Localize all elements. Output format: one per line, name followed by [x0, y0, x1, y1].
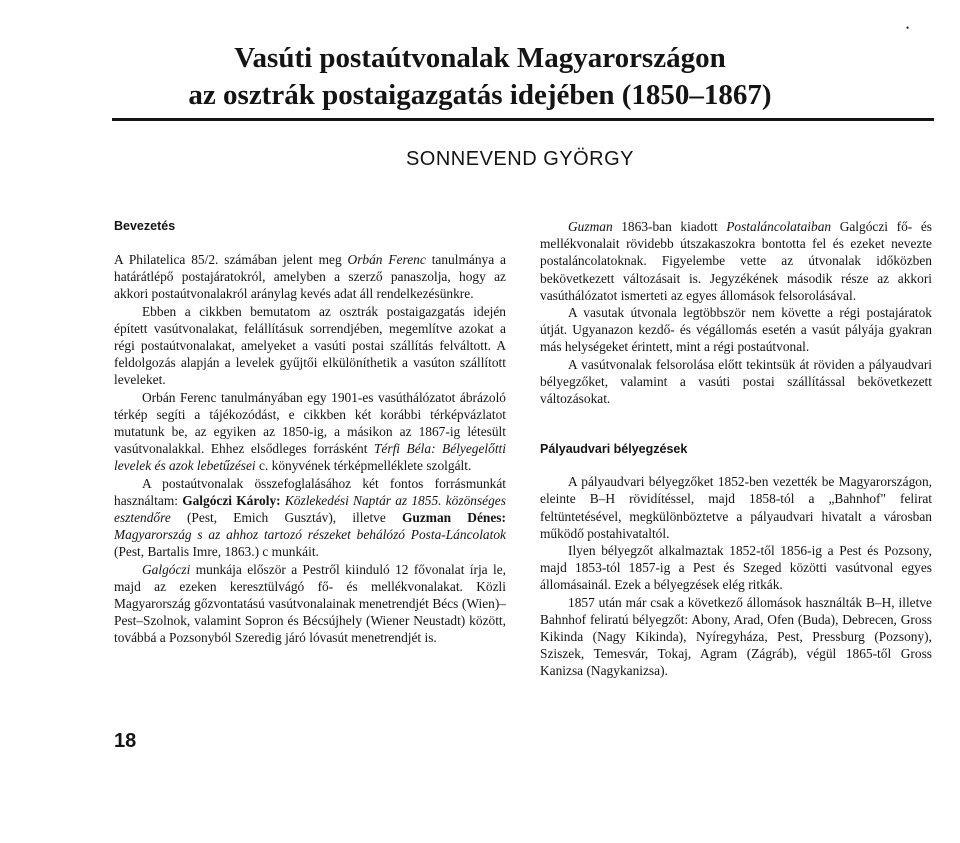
- article-title: [0, 40, 960, 114]
- work-title-italic: Postaláncolataiban: [726, 219, 832, 234]
- author-name-italic: Orbán Ferenc: [347, 252, 426, 267]
- title-line-1: Vasúti postaútvonalak Magyarországon: [234, 42, 726, 74]
- paragraph-postmarks-usage: Ilyen bélyegzőt alkalmaztak 1852-től 1856-ig a Pest és Pozsony, majd 1853-tól 1857-ig a Pest és Szeged közötti vasútvonal egyes állomásainál. Ezek a bélyegzések elég ritkák.: [540, 543, 932, 593]
- section-heading-station-postmarks: Pályaudvari bélyegzések: [540, 442, 688, 457]
- text-run: munkája először a Pestről kiinduló 12 fővonalat írja le, majd az ezeken keresztülvágó fő- és mellékvonalakat. Közli Magyarország gőzvontatású vasútvonalainak menetrendjét Bécs (Wien)–Pest–Szolnok, valamint Sopron és Bécsújhely (Wiener Neustadt) között, továbbá a Pozsonyból Szeredig járó lóvasút menetrendjét is.: [114, 561, 506, 646]
- paragraph-intro: [114, 251, 506, 303]
- text-run: Orbán Ferenc tanulmányában egy 1901-es vasúthálózatot ábrázoló térkép segíti a tájékozódást, e cikkben két korábbi térképvázlatot mutatunk be, az egyiken az 1850-ig, a másikon az 1867-ig létesült vasútvonalakkal. Ehhez elsődleges forrásként: [114, 389, 506, 457]
- paragraph-routes: A vasutak útvonala legtöbbször nem követte a régi postajáratok útját. Ugyanazon kezdő- és végállomás esetén a vasút pályája gyakran más helységeket érintett, mint a régi postaútvonal.: [540, 305, 932, 355]
- paragraph-guzman: [540, 218, 932, 304]
- source-title-italic: Magyarország s az ahhoz tartozó részeket behálózó Posta-Láncolatok: [114, 527, 506, 543]
- source-author-bold: Guzman Dénes:: [402, 510, 506, 526]
- paragraph-overview: A vasútvonalak felsorolása előtt tekintsük át röviden a pályaudvari bélyegzőket, valamint a vasúti postai szállítással bekövetkezett változásokat.: [540, 356, 932, 407]
- paragraph-postmarks-intro: A pályaudvari bélyegzőket 1852-ben vezették be Magyarországon, eleinte B–H rövidítéssel, majd 1858-tól a „Bahnhof" felirat feltüntetésével, megkülönböztetve a pályaudvari hivatalt a városban működő postahivataltól.: [540, 474, 932, 541]
- text-run: tanulmánya a határátlépő postajáratokról, amelyben a szerző panaszolja, hogy az akkori postaútvonalakról aránylag kevés adat áll rendelkezésünkre.: [114, 252, 507, 302]
- text-run: Galgóczi fő- és mellékvonalait rövidebb útszakaszokra bontotta fel és ezeket nevezte postaláncolatoknak. Figyelembe vette az útvonalak időközben bekövetkezett változásait is. Jegyzékének második része az akkori vasúthálózatot ismerteti az egyes állomások felsorolásával.: [540, 219, 932, 303]
- text-run: (Pest, Bartalis Imre, 1863.) c munkáit.: [114, 544, 319, 560]
- paragraph-sources: [114, 475, 506, 561]
- text-run: A postaútvonalak összefoglalásához két fontos forrásmunkát használtam:: [114, 475, 506, 508]
- title-line-2: az osztrák postaigazgatás idejében (1850–1867): [188, 79, 772, 111]
- title-rule: [112, 118, 934, 121]
- text-run: 1863-ban kiadott: [612, 219, 727, 234]
- source-title-italic: Közlekedési Naptár az 1855. közönséges esztendőre: [114, 492, 506, 526]
- paragraph-galgoczi: [114, 561, 506, 647]
- author-name-italic: Guzman: [568, 219, 613, 234]
- page-number: 18: [114, 730, 137, 752]
- paragraph-station-list: 1857 után már csak a következő állomások használták B–H, illetve Bahnhof feliratú bélyegzőt: Abony, Arad, Ofen (Buda), Debrecen, Gross Kikinda (Nagy Kikinda), Nyíregyháza, Pest, Pressburg (Pozsony), Sziszek, Temesvár, Tokaj, Agram (Zágráb), végül 1865-től Gross Kanizsa (Nagykanizsa).: [540, 594, 932, 679]
- corner-mark: •: [906, 23, 910, 33]
- author-name: SONNEVEND GYÖRGY: [405, 148, 635, 170]
- author-name-italic: Galgóczi: [142, 561, 191, 577]
- paragraph-purpose: Ebben a cikkben bemutatom az osztrák postaigazgatás idején épített vasútvonalakat, felállításuk sorrendjében, megemlítve azokat a régi postaútvonalakat, amelyeket a vasúti postai szállítás felváltott. A feldolgozás alapján a levelek gyűjtői elkülöníthetik a vasúton szállított leveleket.: [114, 303, 506, 388]
- right-column: [540, 218, 932, 680]
- text-run: A Philatelica 85/2. számában jelent meg: [114, 252, 348, 267]
- paragraph-maps: [114, 389, 506, 475]
- source-author-bold: Galgóczi Károly:: [182, 492, 285, 508]
- section-heading-introduction: Bevezetés: [114, 219, 176, 233]
- text-run: (Pest, Emich Gusztáv), illetve: [170, 510, 402, 526]
- left-column: [114, 218, 506, 647]
- text-run: c. könyvének térképmelléklete szolgált.: [255, 458, 472, 474]
- book-reference-italic: Térfi Béla: Bélyegelőtti levelek és azok lebetűzései: [114, 441, 506, 474]
